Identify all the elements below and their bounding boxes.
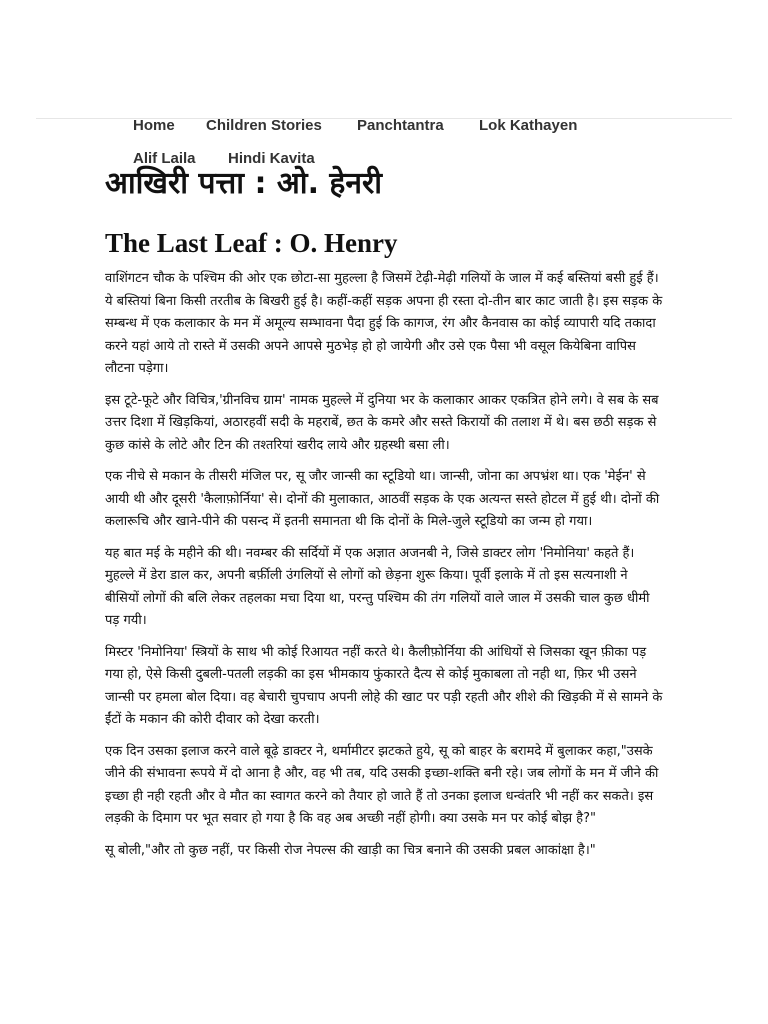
article-paragraph: सू बोली,"और तो कुछ नहीं, पर किसी रोज नेपल्स की खाड़ी का चित्र बनाने की उसकी प्रबल आकांक्षा है।" — [105, 842, 596, 858]
article-paragraph: यह बात मई के महीने की थी। नवम्बर की सर्दियों में एक अज्ञात अजनबी ने, जिसे डाक्टर लोग 'निमोनिया' कहते हैं। मुहल्ले में डेरा डाल कर, अपनी बर्फ़ीली उंगलियों से लोगों को छेड़ना शुरू किया। पूर्वी इलाके में तो इस सत्यनाशी ने बीसियों लोगों की बलि लेकर तहलका मचा दिया था, परन्तु पश्चिम की तंग गलियों वाले जाल में उसकी चाल कुछ धीमी पड़ गयी। — [105, 545, 650, 628]
article-title-english: The Last Leaf : O. Henry — [105, 228, 398, 258]
nav-link-alif-laila[interactable]: Alif Laila — [133, 150, 196, 167]
article-paragraph: एक दिन उसका इलाज करने वाले बूढ़े डाक्टर ने, थर्मामीटर झटकते हुये, सू को बाहर के बरामदे में बुलाकर कहा,"उसके जीने की संभावना रूपये में दो आना है और, वह भी तब, यदि उसकी इच्छा-शक्ति बनी रहे। जब लोगों के मन में जीने की इच्छा ही नही रहती और वे मौत का स्वागत करने को तैयार हो जाते हैं तो उनका इलाज धन्वंतरि भी नहीं कर सकते। इस लड़की के दिमाग पर भूत सवार हो गया है कि वह अब अच्छी नहीं होगी। क्या उसके मन पर कोई बोझ है?" — [105, 743, 659, 826]
nav-link-home[interactable]: Home — [133, 117, 175, 134]
nav-link-lok-kathayen[interactable]: Lok Kathayen — [479, 117, 578, 134]
nav-link-hindi-kavita[interactable]: Hindi Kavita — [228, 150, 315, 167]
article-paragraph: इस टूटे-फूटे और विचित्र,'ग्रीनविच ग्राम' नामक मुहल्ले में दुनिया भर के कलाकार आकर एकत्रित होने लगे। वे सब के सब उत्तर दिशा में खिड़कियां, अठारहवीं सदी के महराबें, छत के कमरे और सस्ते किरायों की तलाश में थे। बस छठी सड़क से कुछ कांसे के लोटे और टिन की तश्तरियां खरीद लाये और ग्रहस्थी बसा ली। — [105, 392, 659, 453]
article-title-hindi: आखिरी पत्ता : ओ. हेनरी — [105, 166, 383, 201]
nav-link-children-stories[interactable]: Children Stories — [206, 117, 322, 134]
nav-link-panchtantra[interactable]: Panchtantra — [357, 117, 444, 134]
article-paragraph: वाशिंगटन चौक के पश्चिम की ओर एक छोटा-सा मुहल्ला है जिसमें टेढ़ी-मेढ़ी गलियों के जाल में कई बस्तियां बसी हुई हैं। ये बस्तियां बिना किसी तरतीब के बिखरी हुई है। कहीं-कहीं सड़क अपना ही रस्ता दो-तीन बार काट जाती है। इस सड़क के सम्बन्ध में एक कलाकार के मन में अमूल्य सम्भावना पैदा हुई कि कागज, रंग और कैनवास का कोई व्यापारी यदि तकादा करने यहां आये तो रास्ते में उसकी अपने आपसे मुठभेड़ हो हो जायेगी और उसे एक पैसा भी वसूल कियेबिना वापिस लौटना पड़ेगा। — [105, 271, 663, 376]
article-body — [105, 268, 665, 871]
article-paragraph: मिस्टर 'निमोनिया' स्त्रियों के साथ भी कोई रिआयत नहीं करते थे। कैलीफ़ोर्निया की आंधियों से जिसका खून फ़ीका पड़ गया हो, ऐसे किसी दुबली-पतली लड़की का इस भीमकाय फुंकारते दैत्य से कोई मुकाबला तो नही था, फ़िर भी उसने जान्सी पर हमला बोल दिया। वह बेचारी चुपचाप अपनी लोहे की खाट पर पड़ी रहती और शीशे की खिड़की में से सामने के ईंटों के मकान की कोरी दीवार को देखा करती। — [105, 644, 663, 727]
article-paragraph: एक नीचे से मकान के तीसरी मंजिल पर, सू जौर जान्सी का स्टूडियो था। जान्सी, जोना का अपभ्रंश था। एक 'मेईन' से आयी थी और दूसरी 'कैलाफ़ोर्निया' से। दोनों की मुलाकात, आठवीं सड़क के एक अत्यन्त सस्ते होटल में हुई थी। दोनों की कलारूचि और खाने-पीने की पसन्द में इतनी समानता थी कि दोनों के मिले-जुले स्टूडियो का जन्म हो गया। — [105, 469, 660, 529]
